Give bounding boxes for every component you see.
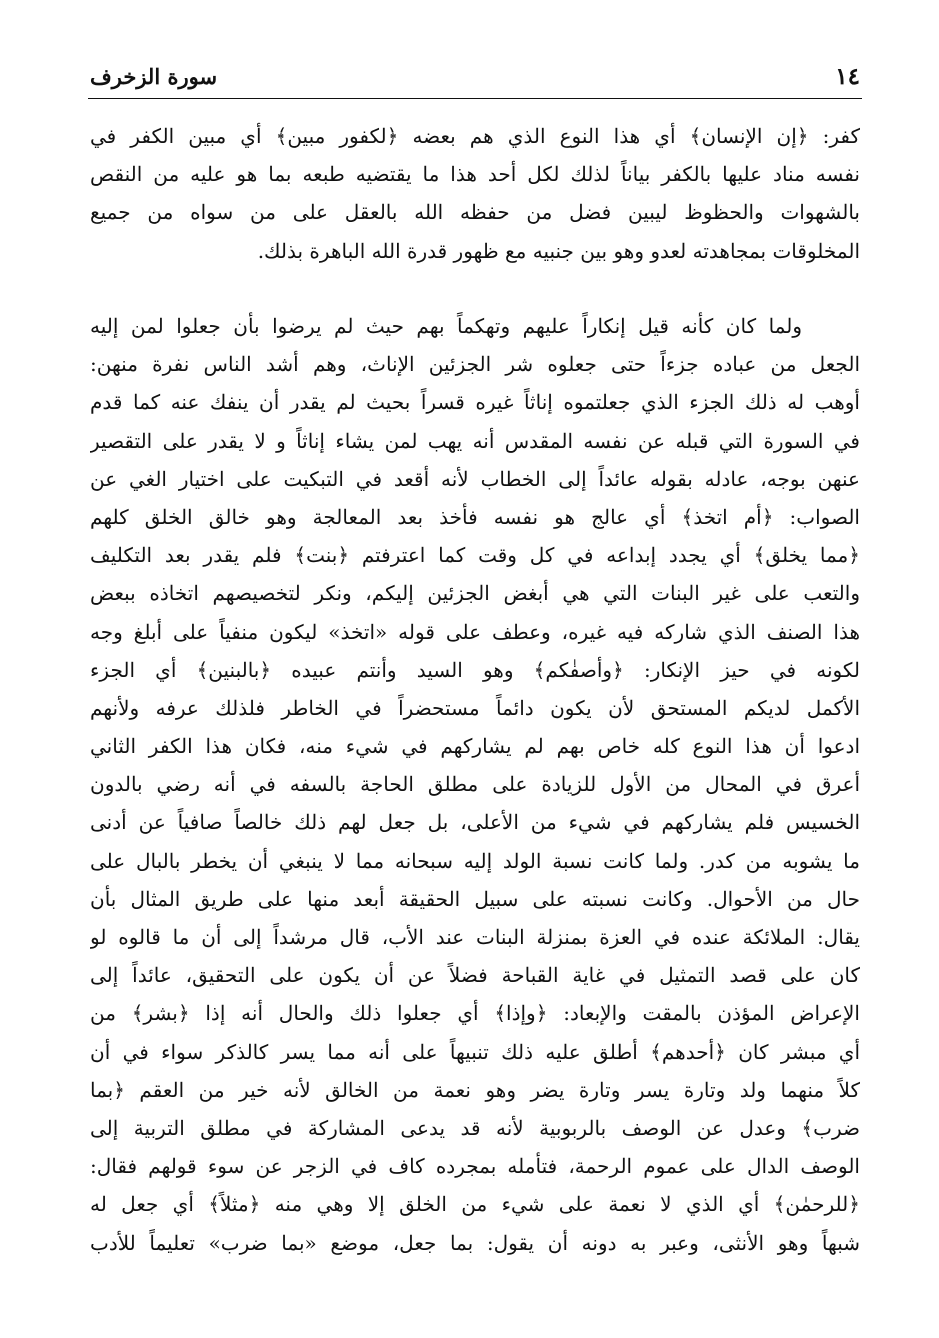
text-line: كان على قصد التمثيل في غاية القباحة فضلاً عن أن يكون على التحقيق، عائداً إلى <box>90 963 860 988</box>
text-line: أي مبشر كان ﴿أحدهم﴾ أطلق عليه ذلك تنبيهاً على أنه مما يسر كالذكر سواء في أن <box>90 1039 860 1064</box>
text-line: ادعوا أن هذا النوع كله خاص بهم لم يشاركهم في شيء منه، فكان هذا الكفر الثاني <box>90 734 860 759</box>
surah-title: سورة الزخرف <box>90 64 218 89</box>
text-line: كفر: ﴿إن الإنسان﴾ أي هذا النوع الذي هم بعضه ﴿لكفور مبين﴾ أي مبين الكفر في <box>90 124 860 148</box>
text-line: أعرق في المحال من الأول للزيادة على مطلق الحاجة بالسفه في أنه رضي بالدون <box>90 772 860 797</box>
text-line: في السورة التي قبله عن نفسه المقدس أنه يهب لمن يشاء إناثاً و لا يقدر على التقصير <box>90 428 860 453</box>
paragraph-2 <box>90 307 860 1262</box>
text-line: يقال: الملائكة عنده في العزة بمنزلة البنات عند الأب، قال مرشداً إلى أن ما قالوه لو <box>90 925 860 949</box>
text-line: عنهن بوجه، عادله بقوله عائداً إلى الخطاب لأنه أقعد في التبكيت على اختيار الغي عن <box>90 466 860 491</box>
page-number: ١٤ <box>835 63 860 90</box>
running-head <box>90 60 860 96</box>
text-line: حال من الأحوال. وكانت نسبته على سبيل الحقيقة أبعد منها على طريق المثال بأن <box>90 886 860 911</box>
text-line: ﴿مما يخلق﴾ أي يجدد إبداعه في كل وقت كما اعترفتم ﴿بنت﴾ فلم يقدر بعد التكليف <box>90 543 860 568</box>
text-line: ولما كان كأنه قيل إنكاراً عليهم وتهكماً بهم حيث لم يرضوا بأن جعلوا لمن إليه <box>90 314 802 338</box>
header-rule <box>88 98 862 99</box>
text-line: كلاً منهما ولد وتارة يسر وتارة يضر وهو نعمة من الخالق لأنه خير من العقم ﴿بما <box>90 1077 860 1102</box>
text-line: نفسه مناد عليها بالكفر بياناً لذلك لكل أحد هذا ما يقتضيه طبعه بما هو عليه من النقص <box>90 162 860 187</box>
text-line: أوهب له ذلك الجزء الذي جعلتموه إناثاً غيره قسراً بحيث لم يقدر أن ينفك عنه كما قدم <box>90 390 860 415</box>
text-line: شبهاً وهو الأنثى، وعبر به دونه أن يقول: بما جعل، موضع «بما ضرب» تعليماً للأدب <box>90 1230 860 1255</box>
text-line: الجعل من عباده جزءاً حتى جعلوه شر الجزئين الإناث، وهم أشد الناس نفرة منهن: <box>90 352 860 377</box>
text-line: الإعراض المؤذن بالمقت والإبعاد: ﴿وإذا﴾ أي جعلوا ذلك والحال أنه إذا ﴿بشر﴾ من <box>90 1001 860 1026</box>
text-line: هذا الصنف الذي شاركه فيه غيره، وعطف على قوله «اتخذ» ليكون منفياً على أبلغ وجه <box>90 619 860 644</box>
text-line: الخسيس فلم يشاركهم في شيء من الأعلى، بل جعل لهم ذلك خالصاً صافياً عن أدنى <box>90 810 860 835</box>
text-line: ضرب﴾ وعدل عن الوصف بالربوبية لأنه قد يدعى المشاركة في مطلق التربية إلى <box>90 1115 860 1140</box>
text-line: ما يشوبه من كدر. ولما كانت نسبة الولد إليه سبحانه مما لا ينبغي أن يخطر بالبال على <box>90 848 860 873</box>
text-line: المخلوقات بمجاهدته لعدو وهو بين جنبيه مع ظهور قدرة الله الباهرة بذلك. <box>257 238 860 263</box>
paragraph-1 <box>90 117 860 270</box>
text-line: لكونه في حيز الإنكار: ﴿وأصفٰكم﴾ وهو السيد وأنتم عبيده ﴿بالبنين﴾ أي الجزء <box>90 657 860 682</box>
text-line: ﴿للرحمٰن﴾ أي الذي لا نعمة على شيء من الخلق إلا وهي منه ﴿مثلاً﴾ أي جعل له <box>90 1192 860 1217</box>
text-line: الوصف الدال على عموم الرحمة، فتأمله بمجرده كاف في الزجر عن سوء قولهم فقال: <box>90 1154 860 1179</box>
text-line: والتعب على غير البنات التي هي أبغض الجزئين إليكم، ونكر لتخصيصهم اتخاذه ببعض <box>90 581 860 606</box>
text-line: الأكمل لديكم المستحق لأن يكون دائماً مستحضراً في الخاطر فلذلك عرفه ولأنهم <box>90 695 860 720</box>
text-line: الصواب: ﴿أم اتخذ﴾ أي عالج هو نفسه فأخذ بعد المعالجة وهو خالق الخلق كلهم <box>90 504 860 529</box>
text-line: بالشهوات والحظوظ ليبين فضل من حفظه الله بالعقل على من سواه من جميع <box>90 200 860 225</box>
